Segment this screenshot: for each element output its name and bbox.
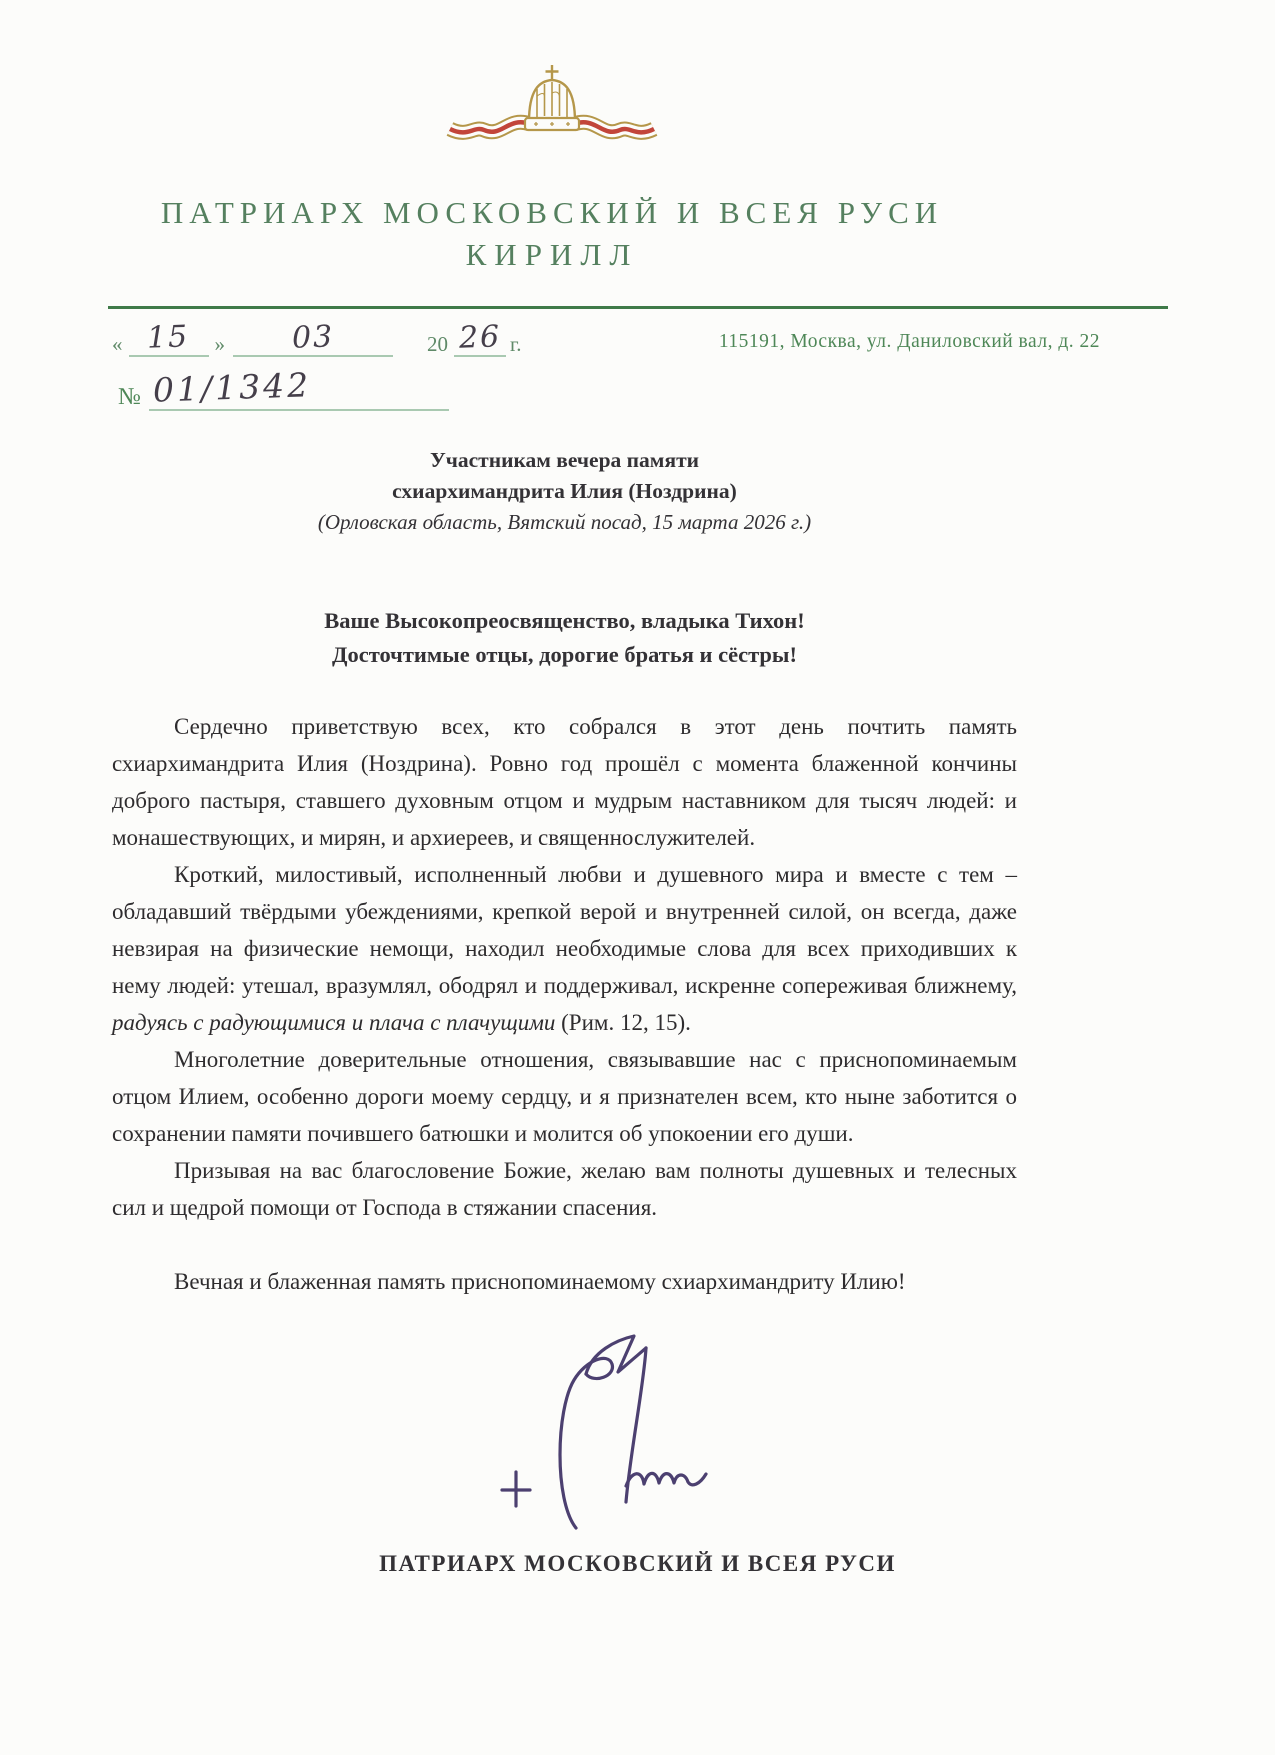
handwritten-reference-number: 01/1342	[152, 365, 312, 410]
signature-zigzag-stroke	[586, 1336, 646, 1374]
reference-number-line	[118, 365, 1275, 411]
signature-loop-stroke	[560, 1358, 612, 1528]
crown-dome-icon	[525, 80, 579, 130]
reference-number-label: №	[118, 384, 141, 410]
letterhead-title-line2: КИРИЛЛ	[465, 237, 639, 272]
recipient-line2: схиархимандрита Илия (Ноздрина)	[392, 479, 737, 503]
body-paragraph-5: Вечная и блаженная память приснопоминаемому схиархимандриту Илию!	[174, 1269, 906, 1294]
signature-area	[0, 1314, 1275, 1549]
green-divider-rule	[108, 306, 1168, 309]
letterhead-title-line1: ПАТРИАРХ МОСКОВСКИЙ И ВСЕЯ РУСИ	[160, 195, 944, 230]
handwritten-day: 15	[146, 319, 191, 356]
letterhead-address: 115191, Москва, ул. Даниловский вал, д. 22	[718, 331, 1100, 352]
body-paragraph-2-scripture-quote: радуясь с радующимися и плача с плачущими	[112, 1010, 556, 1035]
date-close-quote: »	[214, 332, 225, 356]
body-paragraph-2-end: (Рим. 12, 15).	[555, 1010, 691, 1035]
salutation-line2: Досточтимые отцы, дорогие братья и сёстры!	[332, 642, 797, 667]
info-row	[112, 315, 1172, 357]
ribbon-right-icon	[574, 122, 654, 132]
date-open-quote: «	[112, 332, 123, 356]
letter-content	[112, 445, 1017, 1300]
date-line	[112, 315, 522, 357]
crown-cross-icon	[546, 65, 559, 80]
salutation-block	[112, 604, 1017, 672]
footer-title: ПАТРИАРХ МОСКОВСКИЙ И ВСЕЯ РУСИ	[379, 1551, 896, 1576]
handwritten-month: 03	[291, 319, 335, 356]
recipient-block	[112, 445, 1017, 538]
ribbon-left-icon	[450, 122, 530, 132]
salutation-line1: Ваше Высокопреосвященство, владыка Тихон!	[324, 608, 805, 633]
signature-humps-stroke	[626, 1473, 706, 1486]
patriarchal-crown-crest-icon	[442, 62, 662, 166]
date-year-suffix: г.	[510, 332, 522, 356]
body-paragraph-3: Многолетние доверительные отношения, связывавшие нас с приснопоминаемым отцом Илием, особенно дороги моему сердцу, и я признателен всем, кто ныне заботится о сохранении памяти почившего батюшки и молится об упокоении его души.	[112, 1047, 1017, 1146]
reference-number-field	[149, 365, 449, 411]
body-paragraph-2-start: Кроткий, милостивый, исполненный любви и душевного мира и вместе с тем – обладавший твёрдыми убеждениями, крепкой верой и внутренней силой, он всегда, даже невзирая на физические немощи, находил необходимые слова для всех приходивших к нему людей: утешал, вразумлял, ободрял и поддерживал, искренне сопереживая ближнему,	[112, 862, 1017, 998]
signature-cross-stroke	[502, 1472, 530, 1506]
body-paragraph-1: Сердечно приветствую всех, кто собрался в этот день почтить память схиархимандрита Илия (Ноздрина). Ровно год прошёл с момента блаженной кончины доброго пастыря, ставшего духовным отцом и мудрым наставником для тысяч людей: и монашествующих, и мирян, и архиереев, и священнослужителей.	[112, 714, 1017, 850]
body-paragraph-2	[112, 856, 1017, 1041]
date-month-field	[233, 319, 393, 357]
date-day-field	[129, 319, 209, 357]
date-century: 20	[427, 332, 448, 356]
letterhead	[112, 0, 992, 276]
date-year-field	[454, 319, 506, 357]
letter-body	[112, 708, 1017, 1300]
body-paragraph-4: Призывая на вас благословение Божие, желаю вам полноты душевных и телесных сил и щедрой помощи от Господа в стяжании спасения.	[112, 1158, 1017, 1220]
recipient-line1: Участникам вечера памяти	[429, 448, 700, 472]
handwritten-year: 26	[458, 319, 502, 356]
recipient-line3: (Орловская область, Вятский посад, 15 марта 2026 г.)	[317, 510, 812, 534]
patriarch-signature	[458, 1314, 758, 1544]
